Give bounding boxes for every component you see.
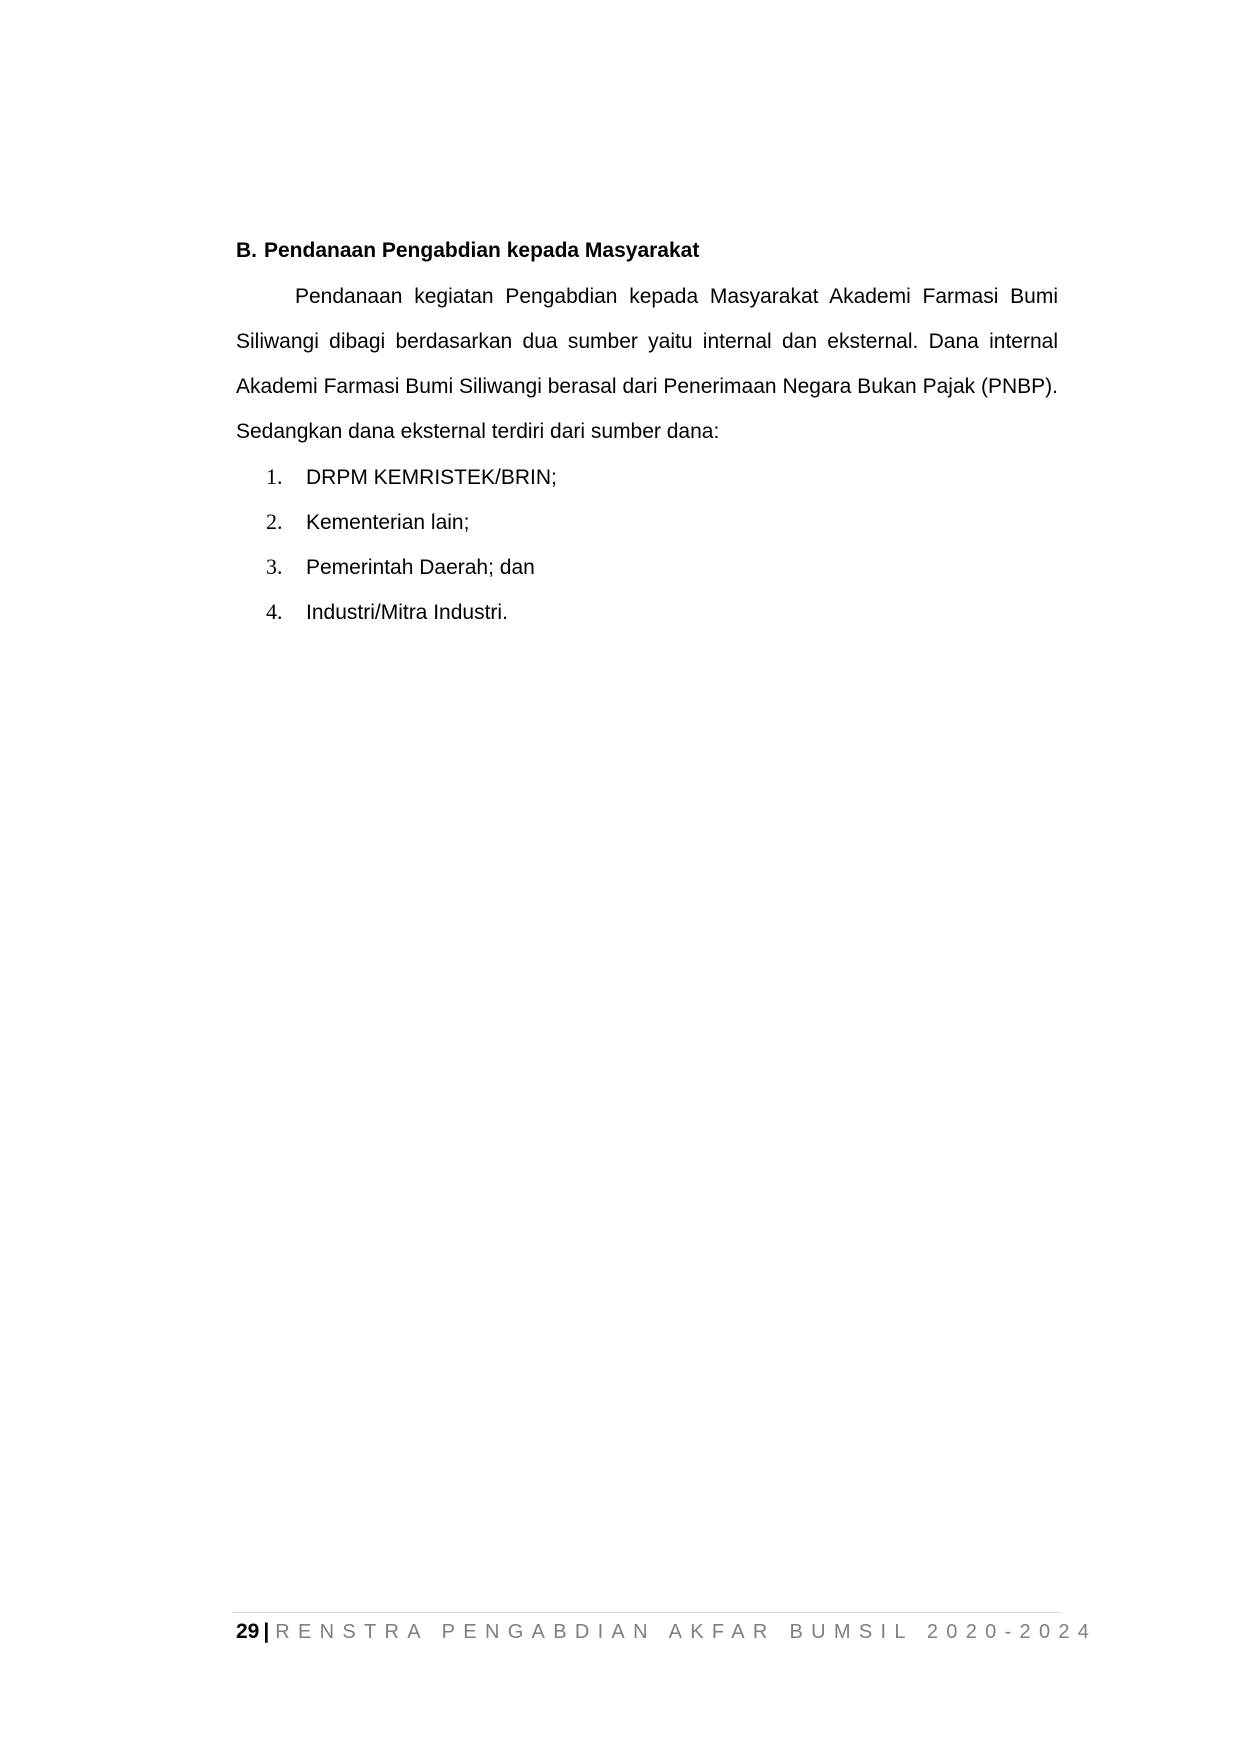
- page-number: 29: [236, 1620, 260, 1643]
- list-item-text: Pemerintah Daerah; dan: [306, 556, 535, 579]
- list-item-number: 3.: [266, 554, 283, 579]
- list-item-number: 2.: [266, 509, 283, 534]
- list-item: [236, 544, 1058, 589]
- section-heading: [236, 236, 1058, 266]
- section-paragraph: Pendanaan kegiatan Pengabdian kepada Masyarakat Akademi Farmasi Bumi Siliwangi dibagi berdasarkan dua sumber yaitu internal dan eksternal. Dana internal Akademi Farmasi Bumi Siliwangi berasal dari Penerimaan Negara Bukan Pajak (PNBP). Sedangkan dana eksternal terdiri dari sumber dana:: [236, 285, 1058, 443]
- section-letter: B.: [236, 239, 257, 262]
- section-title: Pendanaan Pengabdian kepada Masyarakat: [264, 239, 700, 262]
- list-item-text: DRPM KEMRISTEK/BRIN;: [306, 466, 557, 489]
- list-item-number: 1.: [266, 464, 283, 489]
- page-footer: [236, 1617, 1097, 1647]
- footer-divider: [232, 1612, 1062, 1613]
- list-item-number: 4.: [266, 599, 283, 624]
- list-item: [236, 454, 1058, 499]
- list-item: [236, 589, 1058, 634]
- footer-separator: |: [263, 1620, 270, 1643]
- funding-source-list: [236, 454, 1058, 634]
- list-item-text: Industri/Mitra Industri.: [306, 601, 508, 624]
- list-item: [236, 499, 1058, 544]
- funding-section: [236, 236, 1058, 634]
- footer-title: RENSTRA PENGABDIAN AKFAR BUMSIL 2020-2024: [275, 1621, 1098, 1643]
- list-item-text: Kementerian lain;: [306, 511, 470, 534]
